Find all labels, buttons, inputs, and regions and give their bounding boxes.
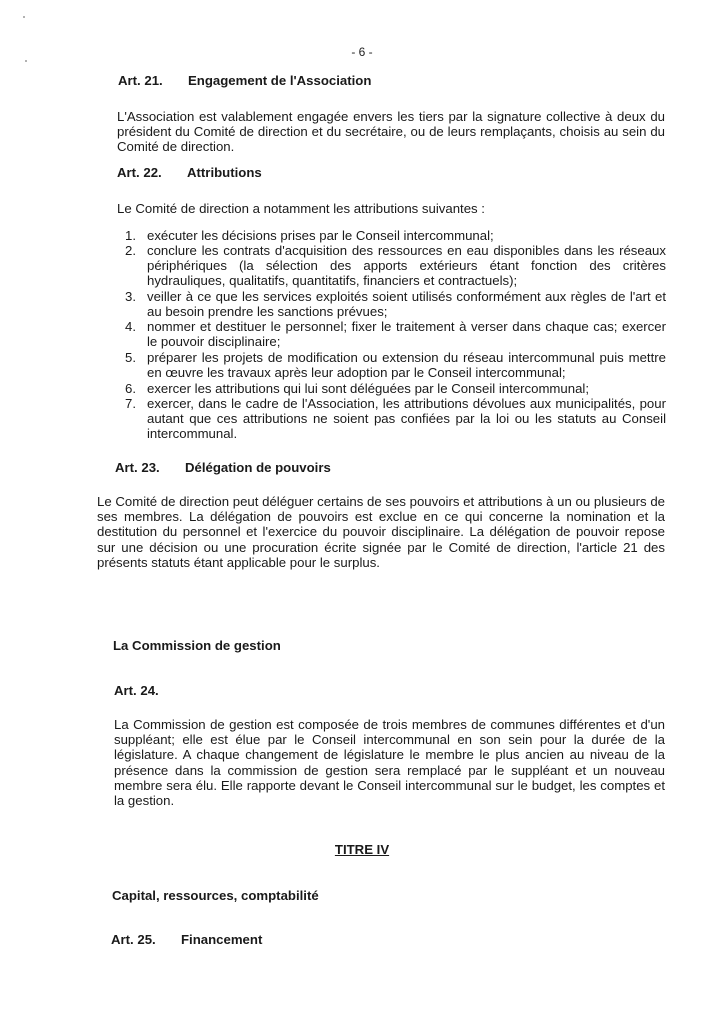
list-item xyxy=(114,381,666,397)
scan-speck xyxy=(25,60,27,62)
list-item xyxy=(114,319,666,350)
list-item xyxy=(114,289,666,320)
titre-subtitle: Capital, ressources, comptabilité xyxy=(112,888,319,903)
scan-speck xyxy=(23,16,25,18)
list-item-text: exercer, dans le cadre de l'Association, les attributions dévolues aux municipalités, pour autant que ces attributions ne soient pas confiées par la loi ou les statuts au Conseil intercommunal. xyxy=(147,396,666,442)
article-21-heading xyxy=(118,73,371,88)
section-heading: La Commission de gestion xyxy=(113,638,281,653)
article-title: Engagement de l'Association xyxy=(188,73,372,88)
list-item-text: exécuter les décisions prises par le Conseil intercommunal; xyxy=(147,228,494,243)
article-21-text: L'Association est valablement engagée envers les tiers par la signature collective à deux du président du Comité de direction et du secrétaire, ou de leurs remplaçants, choisis au sein du Comité de direction. xyxy=(117,109,665,155)
list-item-text: préparer les projets de modification ou extension du réseau intercommunal puis mettre en œuvre les travaux après leur adoption par le Conseil intercommunal; xyxy=(147,350,666,381)
list-item xyxy=(114,396,666,442)
article-title: Délégation de pouvoirs xyxy=(185,460,331,475)
article-number: Art. 25. xyxy=(111,932,156,947)
article-title: Attributions xyxy=(187,165,262,180)
article-number: Art. 23. xyxy=(115,460,160,475)
list-item-text: conclure les contrats d'acquisition des ressources en eau disponibles dans les réseaux périphériques (la sélection des apports extérieurs étant fonction des critères hydrauliques, qualitatifs, quantitatifs, financiers et contractuels); xyxy=(147,243,666,289)
list-item-number: 3. xyxy=(125,289,136,304)
list-item-text: exercer les attributions qui lui sont déléguées par le Conseil intercommunal; xyxy=(147,381,590,396)
page-number: - 6 - xyxy=(351,45,373,59)
article-23-heading xyxy=(115,460,331,475)
list-item xyxy=(114,228,666,244)
list-item-number: 7. xyxy=(125,396,136,411)
list-item-number: 6. xyxy=(125,381,136,396)
list-item-text: nommer et destituer le personnel; fixer le traitement à verser dans chaque cas; exercer le pouvoir disciplinaire; xyxy=(147,319,666,350)
list-item-text: veiller à ce que les services exploités soient utilisés conformément aux règles de l'art et au besoin prendre les sanctions prévues; xyxy=(147,289,666,320)
article-title: Financement xyxy=(181,932,263,947)
titre-heading: TITRE IV xyxy=(334,842,390,857)
list-item-number: 2. xyxy=(125,243,136,258)
article-number: Art. 22. xyxy=(117,165,162,180)
article-22-heading xyxy=(117,165,262,180)
article-number: Art. 21. xyxy=(118,73,163,88)
list-item-number: 5. xyxy=(125,350,136,365)
article-24-heading: Art. 24. xyxy=(114,683,159,698)
article-25-heading xyxy=(111,932,262,947)
list-item xyxy=(114,350,666,381)
article-23-text: Le Comité de direction peut déléguer certains de ses pouvoirs et attributions à un ou plusieurs de ses membres. La délégation de pouvoirs est exclue en ce qui concerne la nomination et la destitution du personnel et l'exercice du pouvoir disciplinaire. La délégation de pouvoir repose sur une décision ou une procuration écrite signée par le Comité de direction, l'article 21 des présents statuts étant applicable pour le surplus. xyxy=(97,494,665,570)
article-22-intro: Le Comité de direction a notamment les attributions suivantes : xyxy=(117,201,485,216)
list-item xyxy=(114,243,666,289)
article-24-text: La Commission de gestion est composée de trois membres de communes différentes et d'un suppléant; elle est élue par le Conseil intercommunal en son sein pour la durée de la législature. A chaque changement de législature le membre le plus ancien au niveau de la présence dans la commission de gestion sera remplacé par le suppléant et un nouveau membre sera élu. Elle rapporte devant le Conseil intercommunal sur le budget, les comptes et la gestion. xyxy=(114,717,665,809)
list-item-number: 1. xyxy=(125,228,136,243)
list-item-number: 4. xyxy=(125,319,136,334)
